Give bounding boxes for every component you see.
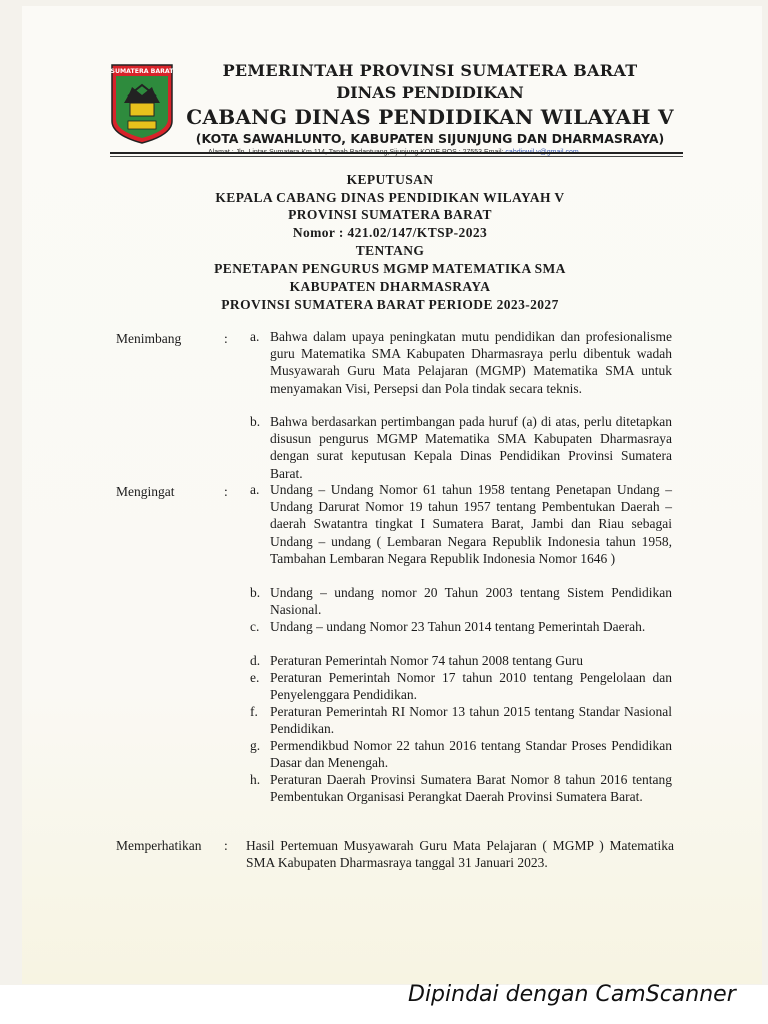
list-item: Peraturan Pemerintah Nomor 17 tahun 2010 tentang Pengelolaan dan Penyelenggara Pendidikan. [270, 670, 672, 703]
list-item: Bahwa dalam upaya peningkatan mutu pendidikan dan profesionalisme guru Matematika SMA Kabupaten Dharmasraya perlu dibentuk wadah Musyawarah Guru Mata Pelajaran (MGMP) Matematika SMA untuk menyamakan Visi, Persepsi dan Pola tindak secara teknis. [270, 329, 672, 396]
department-name: DINAS PENDIDIKAN [336, 83, 524, 102]
list-item: Peraturan Pemerintah RI Nomor 13 tahun 2015 tentang Standar Nasional Pendidikan. [270, 704, 672, 737]
government-name: PEMERINTAH PROVINSI SUMATERA BARAT [222, 61, 638, 80]
list-item: Undang – undang nomor 20 Tahun 2003 tentang Sistem Pendidikan Nasional. [270, 585, 672, 618]
decree-subject-3: PROVINSI SUMATERA BARAT PERIODE 2023-2027 [221, 297, 559, 312]
memperhatikan-text: Hasil Pertemuan Musyawarah Guru Mata Pelajaran ( MGMP ) Matematika SMA Kabupaten Dharmasraya tanggal 31 Januari 2023. [246, 838, 674, 871]
list-marker: f. [250, 704, 258, 719]
coverage-area: (KOTA SAWAHLUNTO, KABUPATEN SIJUNJUNG DAN DHARMASRAYA) [195, 131, 665, 146]
decree-issuer: KEPALA CABANG DINAS PENDIDIKAN WILAYAH V [215, 190, 565, 205]
camscanner-watermark: Dipindai dengan CamScanner [408, 982, 736, 1007]
list-marker: e. [250, 670, 260, 685]
decree-number: Nomor : 421.02/147/KTSP-2023 [292, 225, 488, 240]
section-label-mengingat: Mengingat [116, 484, 175, 499]
letterhead-rule-thick [110, 152, 683, 154]
list-item: Bahwa berdasarkan pertimbangan pada huruf (a) di atas, perlu ditetapkan disusun pengurus MGMP Matematika SMA Kabupaten Dharmasraya dengan surat keputusan Kepala Dinas Pendidikan Provinsi Sumatera Barat. [270, 414, 672, 481]
decree-province: PROVINSI SUMATERA BARAT [288, 207, 492, 222]
list-marker: a. [250, 482, 260, 497]
branch-office-name: CABANG DINAS PENDIDIKAN WILAYAH V [186, 105, 674, 129]
list-item: Undang – undang Nomor 23 Tahun 2014 tentang Pemerintah Daerah. [270, 619, 646, 634]
decree-heading: KEPUTUSAN [346, 172, 434, 187]
list-item: Undang – Undang Nomor 61 tahun 1958 tentang Penetapan Undang – Undang Darurat Nomor 19 tahun 1957 tentang Pembentukan Daerah – daerah Swatantra tingkat I Sumatera Barat, Jambi dan Riau sebagai Undang – undang ( Lembaran Negara Republik Indonesia tahun 1958, Tambahan Lembaran Negara Republik Indonesia Nomor 1646 ) [270, 482, 672, 566]
svg-text:SUMATERA BARAT: SUMATERA BARAT [110, 68, 174, 75]
list-item: Peraturan Pemerintah Nomor 74 tahun 2008 tentang Guru [270, 653, 584, 668]
sumatera-barat-emblem-icon [110, 63, 174, 145]
section-colon: : [224, 331, 228, 346]
list-marker: b. [250, 414, 261, 429]
list-marker: c. [250, 619, 260, 634]
letterhead-rule-thin [110, 156, 683, 157]
list-marker: g. [250, 738, 261, 753]
section-colon: : [224, 838, 228, 853]
list-item: Peraturan Daerah Provinsi Sumatera Barat Nomor 8 tahun 2016 tentang Pembentukan Organisasi Perangkat Daerah Provinsi Sumatera Barat. [270, 772, 672, 805]
list-marker: h. [250, 772, 261, 787]
decree-about: TENTANG [355, 243, 425, 258]
section-label-menimbang: Menimbang [116, 331, 182, 346]
decree-subject-2: KABUPATEN DHARMASRAYA [289, 279, 491, 294]
section-colon: : [224, 484, 228, 499]
list-marker: a. [250, 329, 260, 344]
list-item: Permendikbud Nomor 22 tahun 2016 tentang Standar Proses Pendidikan Dasar dan Menengah. [270, 738, 672, 771]
decree-subject-1: PENETAPAN PENGURUS MGMP MATEMATIKA SMA [214, 261, 566, 276]
list-marker: d. [250, 653, 261, 668]
letterhead [180, 60, 680, 158]
section-label-memperhatikan: Memperhatikan [116, 838, 202, 853]
list-marker: b. [250, 585, 261, 600]
